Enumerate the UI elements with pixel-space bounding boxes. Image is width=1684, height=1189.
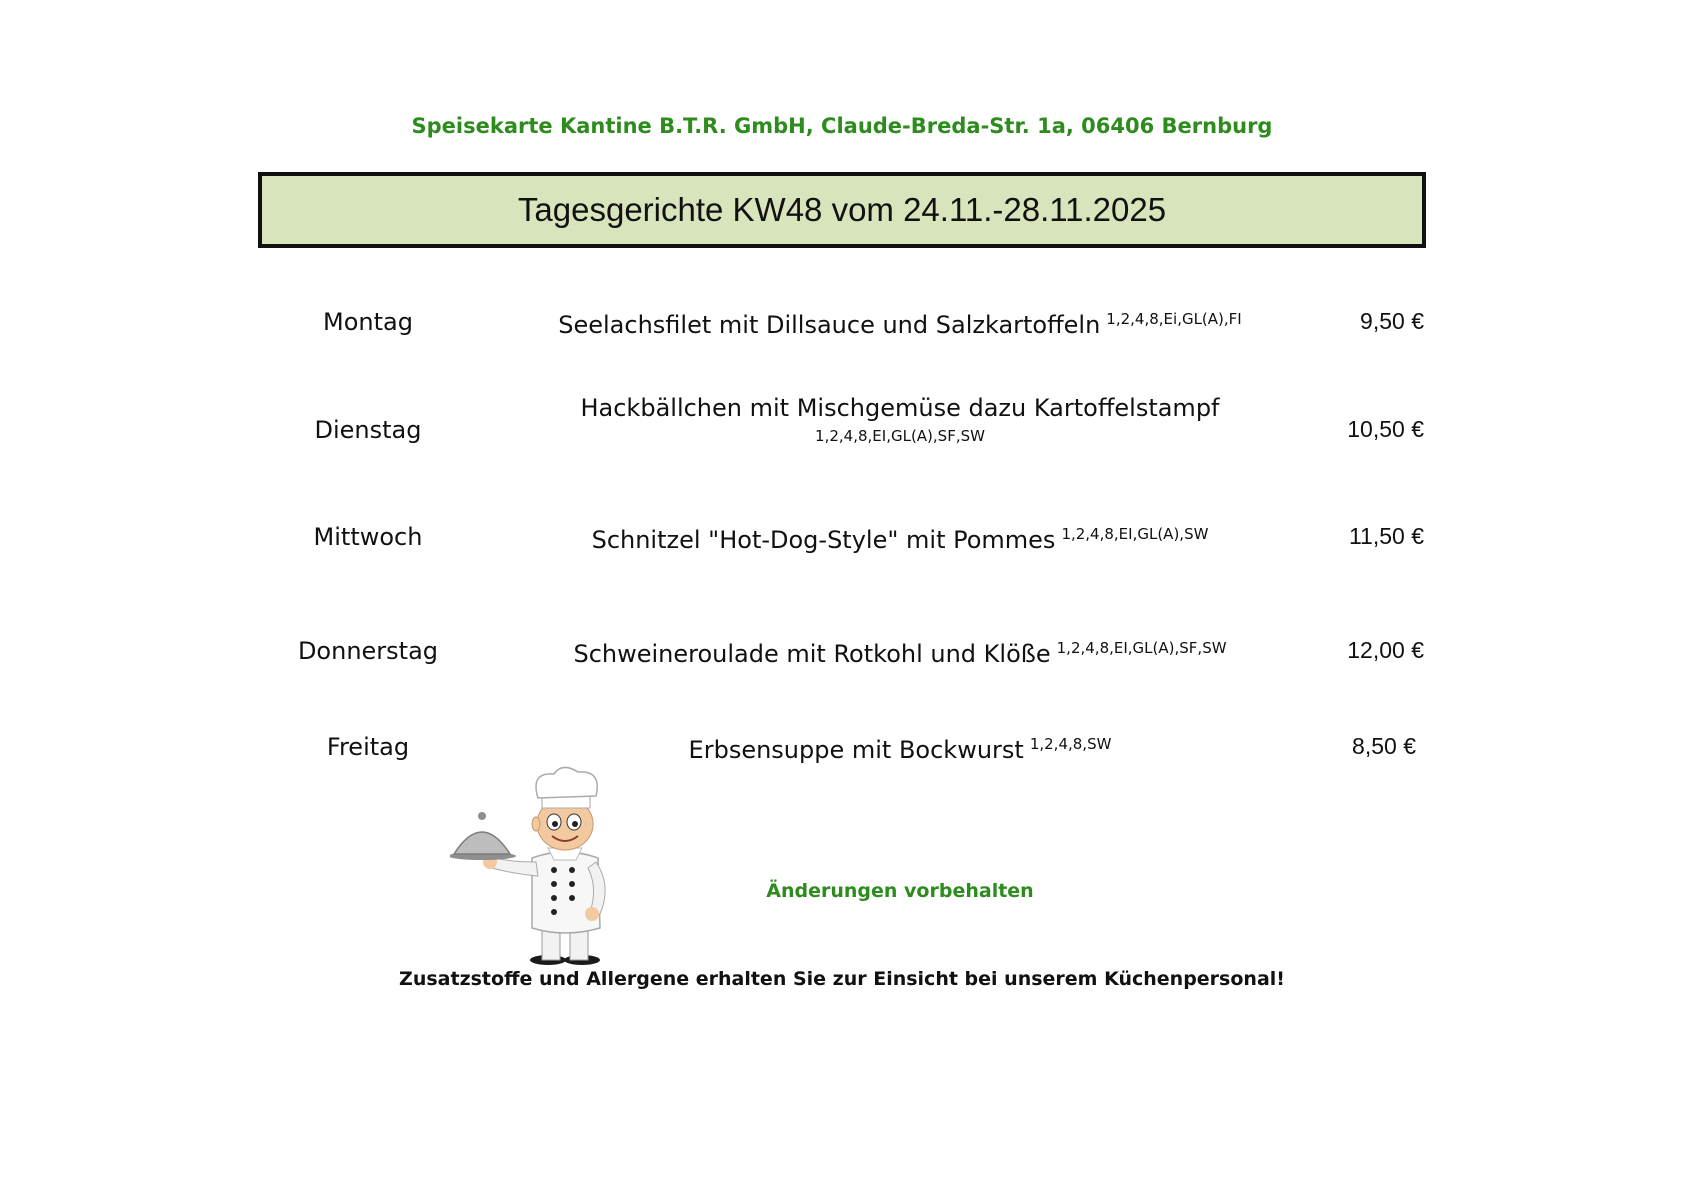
allergen-codes: 1,2,4,8,EI,GL(A),SW [1061, 525, 1209, 543]
dish-text [540, 525, 1260, 555]
dish-text [540, 735, 1260, 765]
dish-text [540, 394, 1260, 445]
allergen-footer: Zusatzstoffe und Allergene erhalten Sie zur Einsicht bei unserem Küchenpersonal! [399, 968, 1285, 990]
dish-name: Erbsensuppe mit Bockwurst [688, 736, 1024, 764]
title-banner [258, 172, 1426, 248]
day-label: Montag [323, 308, 413, 336]
dish-name: Schweineroulade mit Rotkohl und Klöße [573, 640, 1051, 668]
day-label: Mittwoch [313, 523, 423, 551]
banner-title: Tagesgerichte KW48 vom 24.11.-28.11.2025 [517, 191, 1167, 228]
dish-text [540, 310, 1260, 340]
allergen-codes: 1,2,4,8,EI,GL(A),SF,SW [1056, 639, 1227, 657]
dish-name: Hackbällchen mit Mischgemüse dazu Kartoffelstampf [580, 394, 1220, 422]
dish-name: Schnitzel "Hot-Dog-Style" mit Pommes [591, 526, 1056, 554]
price: 8,50 € [1352, 733, 1416, 759]
page-header: Speisekarte Kantine B.T.R. GmbH, Claude-Breda-Str. 1a, 06406 Bernburg [411, 114, 1273, 138]
price: 10,50 € [1347, 416, 1424, 442]
day-label: Freitag [326, 733, 410, 761]
day-label: Donnerstag [297, 637, 439, 665]
price: 12,00 € [1347, 637, 1424, 663]
dish-text [540, 639, 1260, 669]
allergen-codes: 1,2,4,8,EI,GL(A),SF,SW [815, 426, 985, 445]
day-label: Dienstag [314, 416, 422, 444]
dish-name: Seelachsfilet mit Dillsauce und Salzkartoffeln [558, 311, 1101, 339]
price: 9,50 € [1360, 308, 1424, 334]
changes-note: Änderungen vorbehalten [766, 880, 1034, 902]
price: 11,50 € [1348, 523, 1424, 549]
allergen-codes: 1,2,4,8,Ei,GL(A),FI [1106, 310, 1242, 328]
chef-icon [450, 766, 630, 966]
allergen-codes: 1,2,4,8,SW [1029, 735, 1112, 753]
